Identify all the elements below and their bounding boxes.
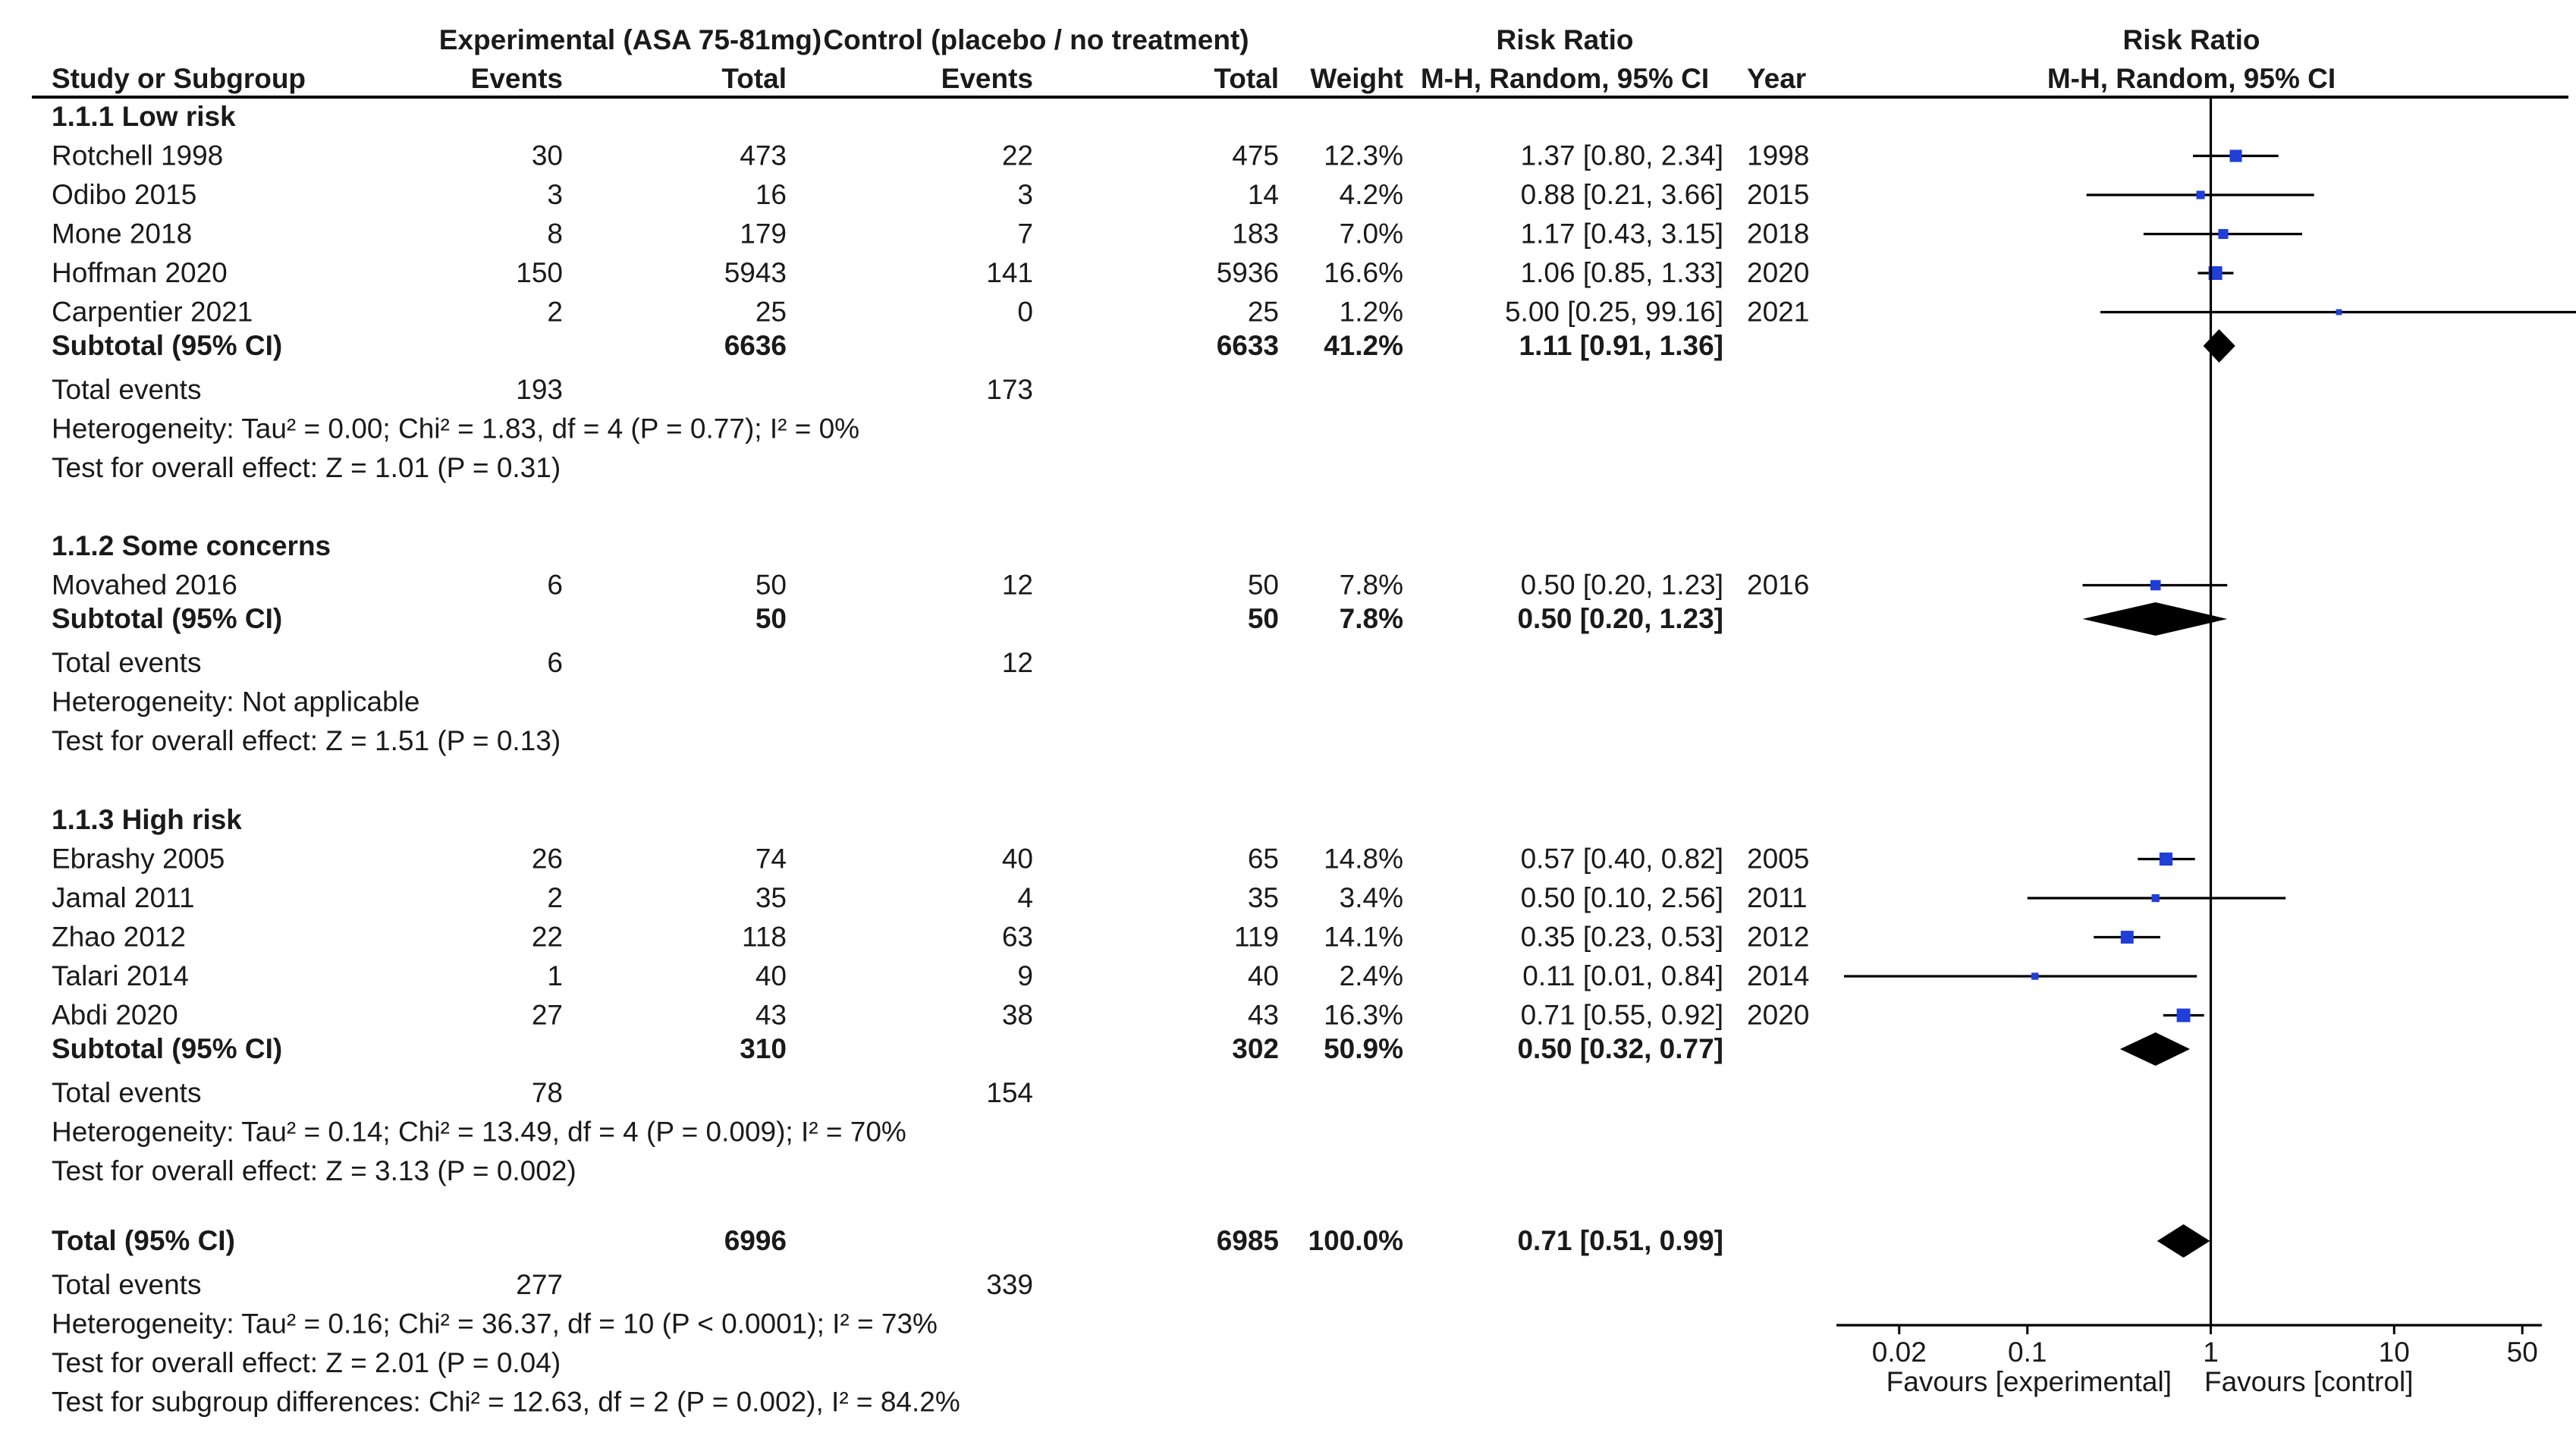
header-year: Year xyxy=(1747,63,1807,94)
total-control: 475 xyxy=(1232,140,1279,171)
study-name: Abdi 2020 xyxy=(52,999,178,1031)
study-year: 2015 xyxy=(1747,179,1810,210)
events-experimental: 150 xyxy=(516,257,563,288)
study-row xyxy=(52,960,1809,991)
study-year: 1998 xyxy=(1747,140,1810,171)
risk-ratio-ci: 1.17 [0.43, 3.15] xyxy=(1520,218,1723,250)
heterogeneity-text: Heterogeneity: Tau² = 0.14; Chi² = 13.49, df = 4 (P = 0.009); I² = 70% xyxy=(52,1116,906,1148)
total-events-control: 12 xyxy=(1001,647,1033,678)
total-events-label: Total events xyxy=(52,1077,202,1108)
header-plot-risk-ratio: Risk Ratio xyxy=(2122,24,2260,55)
study-year: 2018 xyxy=(1747,218,1810,250)
header-plot-method: M-H, Random, 95% CI xyxy=(2047,63,2336,94)
x-tick-label: 1 xyxy=(2203,1337,2219,1368)
overall-effect-text: Test for overall effect: Z = 1.51 (P = 0.13) xyxy=(52,725,561,756)
point-estimate-box xyxy=(2230,149,2242,162)
study-name: Movahed 2016 xyxy=(52,569,237,601)
study-name: Odibo 2015 xyxy=(52,179,197,210)
subtotal-risk-ratio-ci: 0.50 [0.32, 0.77] xyxy=(1517,1033,1723,1064)
subgroup-differences-text: Test for subgroup differences: Chi² = 12.63, df = 2 (P = 0.002), I² = 84.2% xyxy=(52,1386,960,1418)
point-estimate-box xyxy=(2197,190,2205,199)
study-name: Mone 2018 xyxy=(52,218,193,250)
total-control: 35 xyxy=(1247,882,1279,913)
study-row xyxy=(52,179,1809,210)
study-weight: 14.8% xyxy=(1324,843,1403,875)
subtotal-row xyxy=(52,330,1723,361)
total-experimental: 40 xyxy=(755,960,787,991)
study-name: Talari 2014 xyxy=(52,960,190,991)
study-year: 2021 xyxy=(1747,296,1810,328)
events-experimental: 2 xyxy=(547,296,563,328)
total-events-experimental: 6 xyxy=(547,647,563,678)
study-row xyxy=(52,257,1809,288)
subtotal-row xyxy=(52,1033,1723,1064)
risk-ratio-ci: 0.11 [0.01, 0.84] xyxy=(1522,960,1723,991)
total-control: 14 xyxy=(1247,179,1279,210)
study-weight: 16.6% xyxy=(1324,257,1403,288)
total-events-control: 339 xyxy=(986,1269,1033,1300)
total-experimental: 16 xyxy=(755,179,787,210)
events-control: 40 xyxy=(1001,843,1033,875)
risk-ratio-ci: 0.57 [0.40, 0.82] xyxy=(1520,843,1723,875)
total-events-row xyxy=(52,374,1033,405)
header-weight: Weight xyxy=(1310,63,1403,94)
point-estimate-box xyxy=(2177,1009,2191,1023)
study-year: 2005 xyxy=(1747,843,1810,875)
total-experimental: 35 xyxy=(755,882,787,913)
total-events-label: Total events xyxy=(52,1269,202,1300)
header-risk-ratio: Risk Ratio xyxy=(1496,24,1634,55)
risk-ratio-ci: 1.37 [0.80, 2.34] xyxy=(1520,140,1723,171)
study-year: 2020 xyxy=(1747,999,1810,1031)
subtotal-label: Subtotal (95% CI) xyxy=(52,1033,283,1064)
point-estimate-box xyxy=(2218,229,2228,239)
subtotal-weight: 100.0% xyxy=(1308,1225,1403,1256)
table-body xyxy=(52,101,1809,1418)
study-weight: 14.1% xyxy=(1324,921,1403,953)
risk-ratio-ci: 0.50 [0.20, 1.23] xyxy=(1520,569,1723,601)
x-tick-label: 0.1 xyxy=(2008,1337,2047,1368)
plot-area xyxy=(1836,97,2576,1397)
total-control: 5936 xyxy=(1216,257,1279,288)
study-name: Carpentier 2021 xyxy=(52,296,253,328)
subtotal-total-control: 302 xyxy=(1232,1033,1279,1064)
subtotal-total-experimental: 50 xyxy=(755,603,787,634)
total-experimental: 25 xyxy=(755,296,787,328)
study-name: Zhao 2012 xyxy=(52,921,186,953)
pooled-diamond xyxy=(2157,1224,2210,1258)
study-row xyxy=(52,140,1809,171)
study-name: Hoffman 2020 xyxy=(52,257,228,288)
total-experimental: 43 xyxy=(755,999,787,1031)
total-control: 40 xyxy=(1247,960,1279,991)
study-weight: 7.0% xyxy=(1339,218,1403,250)
subtotal-total-experimental: 6996 xyxy=(724,1225,787,1256)
events-control: 22 xyxy=(1001,140,1033,171)
study-weight: 3.4% xyxy=(1339,882,1403,913)
study-weight: 12.3% xyxy=(1324,140,1403,171)
events-experimental: 8 xyxy=(547,218,563,250)
total-events-experimental: 193 xyxy=(516,374,563,405)
study-name: Rotchell 1998 xyxy=(52,140,224,171)
risk-ratio-ci: 1.06 [0.85, 1.33] xyxy=(1520,257,1723,288)
subgroup-title: 1.1.1 Low risk xyxy=(52,101,236,132)
subtotal-label: Subtotal (95% CI) xyxy=(52,603,283,634)
total-control: 119 xyxy=(1234,921,1279,953)
study-year: 2016 xyxy=(1747,569,1810,601)
total-control: 25 xyxy=(1247,296,1279,328)
risk-ratio-ci: 5.00 [0.25, 99.16] xyxy=(1504,296,1723,328)
subtotal-label: Total (95% CI) xyxy=(52,1225,235,1256)
subgroup-title: 1.1.2 Some concerns xyxy=(52,530,331,561)
study-year: 2020 xyxy=(1747,257,1810,288)
subtotal-total-experimental: 6636 xyxy=(724,330,787,361)
subtotal-total-control: 6633 xyxy=(1216,330,1279,361)
total-events-label: Total events xyxy=(52,647,202,678)
study-row xyxy=(52,218,1809,250)
study-year: 2012 xyxy=(1747,921,1810,953)
study-row xyxy=(52,922,1809,953)
study-row xyxy=(52,882,1808,913)
subtotal-risk-ratio-ci: 0.50 [0.20, 1.23] xyxy=(1517,603,1723,634)
events-control: 12 xyxy=(1001,569,1033,601)
study-year: 2014 xyxy=(1747,960,1810,991)
overall-effect-text: Test for overall effect: Z = 1.01 (P = 0.31) xyxy=(52,452,561,483)
subtotal-weight: 50.9% xyxy=(1324,1033,1403,1064)
pooled-diamond xyxy=(2120,1032,2190,1066)
total-control: 43 xyxy=(1247,999,1279,1031)
x-tick-label: 10 xyxy=(2378,1337,2410,1368)
events-experimental: 30 xyxy=(531,140,563,171)
study-row xyxy=(52,297,1809,328)
point-estimate-box xyxy=(2121,931,2134,944)
favours-control-label: Favours [control] xyxy=(2204,1366,2414,1397)
subgroup-title: 1.1.3 High risk xyxy=(52,804,242,835)
events-control: 63 xyxy=(1001,921,1033,953)
total-row xyxy=(52,1225,1723,1256)
pooled-diamond xyxy=(2204,329,2235,363)
events-experimental: 27 xyxy=(531,999,563,1031)
total-events-row xyxy=(52,1077,1033,1108)
header-total-experimental: Total xyxy=(721,63,787,94)
total-events-row xyxy=(52,1269,1033,1300)
point-estimate-box xyxy=(2336,309,2342,316)
total-overall-effect-text: Test for overall effect: Z = 2.01 (P = 0.04) xyxy=(52,1347,561,1378)
events-control: 0 xyxy=(1017,296,1033,328)
total-experimental: 74 xyxy=(755,843,787,875)
subtotal-total-experimental: 310 xyxy=(740,1033,787,1064)
total-experimental: 179 xyxy=(740,218,787,250)
study-row xyxy=(52,844,1809,875)
study-year: 2011 xyxy=(1747,882,1808,913)
overall-effect-text: Test for overall effect: Z = 3.13 (P = 0.002) xyxy=(52,1155,576,1186)
subtotal-label: Subtotal (95% CI) xyxy=(52,330,283,361)
pooled-diamond xyxy=(2083,602,2228,636)
subtotal-weight: 7.8% xyxy=(1339,603,1403,634)
risk-ratio-ci: 0.50 [0.10, 2.56] xyxy=(1520,882,1723,913)
events-control: 7 xyxy=(1017,218,1033,250)
header-events-experimental: Events xyxy=(470,63,563,94)
x-tick-label: 0.02 xyxy=(1871,1337,1927,1368)
total-events-experimental: 78 xyxy=(531,1077,563,1108)
header-study: Study or Subgroup xyxy=(52,63,306,94)
total-events-control: 173 xyxy=(986,374,1033,405)
study-row xyxy=(52,570,1809,601)
events-control: 9 xyxy=(1017,960,1033,991)
events-experimental: 22 xyxy=(531,921,563,953)
study-row xyxy=(52,1000,1809,1031)
events-control: 38 xyxy=(1001,999,1033,1031)
events-experimental: 26 xyxy=(531,843,563,875)
header-experimental-group: Experimental (ASA 75-81mg) xyxy=(438,24,822,55)
events-experimental: 3 xyxy=(547,179,563,210)
events-experimental: 1 xyxy=(547,960,563,991)
header-total-control: Total xyxy=(1214,63,1279,94)
total-heterogeneity-text: Heterogeneity: Tau² = 0.16; Chi² = 36.37, df = 10 (P < 0.0001); I² = 73% xyxy=(52,1308,938,1340)
study-weight: 2.4% xyxy=(1339,960,1403,991)
total-experimental: 118 xyxy=(742,921,787,953)
study-name: Jamal 2011 xyxy=(52,882,195,913)
study-weight: 1.2% xyxy=(1339,296,1403,328)
heterogeneity-text: Heterogeneity: Tau² = 0.00; Chi² = 1.83, df = 4 (P = 0.77); I² = 0% xyxy=(52,413,860,445)
table-header xyxy=(32,24,2568,97)
header-control-group: Control (placebo / no treatment) xyxy=(823,24,1249,55)
point-estimate-box xyxy=(2160,853,2172,866)
total-events-experimental: 277 xyxy=(516,1269,563,1300)
subtotal-total-control: 6985 xyxy=(1216,1225,1279,1256)
subtotal-risk-ratio-ci: 1.11 [0.91, 1.36] xyxy=(1519,330,1723,361)
favours-experimental-label: Favours [experimental] xyxy=(1886,1366,2172,1397)
heterogeneity-text: Heterogeneity: Not applicable xyxy=(52,686,420,718)
study-weight: 7.8% xyxy=(1339,569,1403,601)
total-control: 183 xyxy=(1232,218,1279,250)
events-experimental: 6 xyxy=(547,569,563,601)
study-weight: 4.2% xyxy=(1339,179,1403,210)
subtotal-risk-ratio-ci: 0.71 [0.51, 0.99] xyxy=(1517,1225,1723,1256)
total-events-row xyxy=(52,647,1033,678)
events-control: 3 xyxy=(1017,179,1033,210)
subtotal-total-control: 50 xyxy=(1247,603,1279,634)
events-control: 141 xyxy=(986,257,1033,288)
subtotal-row xyxy=(52,603,1723,634)
risk-ratio-ci: 0.35 [0.23, 0.53] xyxy=(1520,921,1723,953)
study-weight: 16.3% xyxy=(1324,999,1403,1031)
total-experimental: 50 xyxy=(755,569,787,601)
risk-ratio-ci: 0.88 [0.21, 3.66] xyxy=(1520,179,1723,210)
header-rr-method: M-H, Random, 95% CI xyxy=(1420,63,1710,94)
total-events-label: Total events xyxy=(52,374,202,405)
total-control: 50 xyxy=(1247,569,1279,601)
header-events-control: Events xyxy=(941,63,1033,94)
events-control: 4 xyxy=(1017,882,1033,913)
x-tick-label: 50 xyxy=(2506,1337,2538,1368)
point-estimate-box xyxy=(2031,972,2038,979)
total-control: 65 xyxy=(1247,843,1279,875)
total-events-control: 154 xyxy=(986,1077,1033,1108)
events-experimental: 2 xyxy=(547,882,563,913)
total-experimental: 473 xyxy=(740,140,787,171)
study-name: Ebrashy 2005 xyxy=(52,843,225,875)
total-experimental: 5943 xyxy=(724,257,787,288)
subtotal-weight: 41.2% xyxy=(1324,330,1403,361)
point-estimate-box xyxy=(2150,580,2161,591)
point-estimate-box xyxy=(2152,894,2160,902)
risk-ratio-ci: 0.71 [0.55, 0.92] xyxy=(1520,999,1723,1031)
